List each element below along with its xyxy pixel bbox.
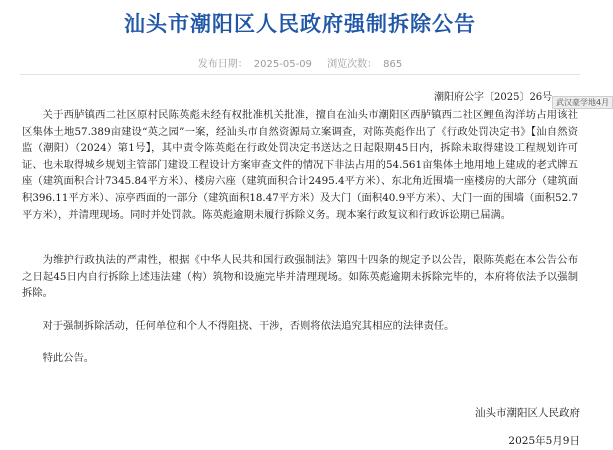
publish-date-info [195, 59, 315, 70]
article-meta [0, 55, 600, 70]
overlay-watermark: 武汉豪学地4月 [552, 96, 613, 109]
body-paragraph-3: 对于强制拆除活动，任何单位和个人不得阻挠、干涉，否则将依法追究其相应的法律责任。 [42, 320, 455, 332]
view-count-info [324, 59, 405, 70]
body-paragraph-1: 关于西胪镇西二社区原村民陈英彪未经有权批准机关批准，擅自在汕头市潮阳区西胪镇西二社区鲤鱼沟洋坊占用该社区集体土地57.389亩建设“英之园”一案，经汕头市自然资源局立案调查，对陈英彪作出了《行政处罚决定书》【汕自然资监（潮阳）（2024）第1号】，其中责令陈英彪在行政处罚决定书送达之日起限期45日内，拆除未取得建设工程规划许可证、也未取得城乡规划主管部门建设工程设计方案审查文件的情况下非法占用的54.561亩集体土地用地上建成的老式牌五座（建筑面积合计7345.84平方米）、楼房六座（建筑面积合计2495.4平方米）、东北角近围墙一座楼房的大部分（建筑面积396.11平方米）、凉亭西面的一部分（建筑面积18.47平方米）及大门（面积40.9平方米）、大门一面的围墙（面积52.7平方米），并清理现场。同时并处罚款。陈英彪逾期未履行拆除义务。现本案行政复议和行政诉讼期已届满。 [22, 109, 578, 221]
body-paragraph-2: 为维护行政执法的严肃性，根据《中华人民共和国行政强制法》第四十四条的规定予以公告，限陈英彪在本公告公布之日起45日内自行拆除上述违法建（构）筑物和设施完毕并清理现场。如陈英彪逾期未拆除完毕的，本府将依法予以强制拆除。 [22, 254, 578, 300]
body-paragraph-4: 特此公告。 [42, 352, 95, 364]
document-number: 潮阳府公字〔2025〕26号 [434, 92, 553, 103]
header-divider [20, 74, 580, 75]
sign-date: 2025年5月9日 [508, 435, 580, 447]
page-title: 汕头市潮阳区人民政府强制拆除公告 [124, 12, 476, 36]
publish-date-label: 发布日期： [197, 59, 248, 70]
views-label: 浏览次数： [327, 59, 378, 70]
view-count: 865 [383, 59, 403, 70]
publish-date: 2025-05-09 [253, 59, 312, 70]
issuer-signature: 汕头市潮阳区人民政府 [475, 407, 580, 419]
